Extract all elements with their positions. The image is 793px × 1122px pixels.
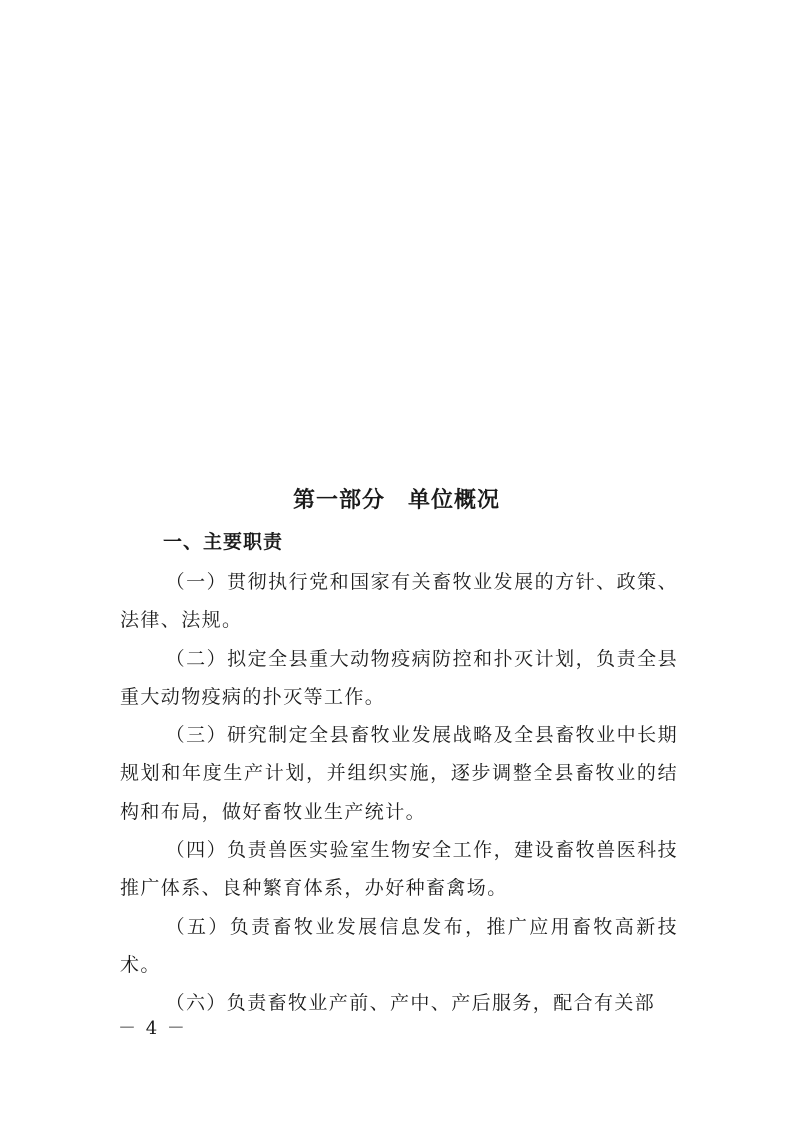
paragraph-duty-1: （一）贯彻执行党和国家有关畜牧业发展的方针、政策、法律、法规。	[120, 571, 678, 632]
paragraph-duty-3: （三）研究制定全县畜牧业发展战略及全县畜牧业中长期规划和年度生产计划，并组织实施，逐步调整全县畜牧业的结构和布局，做好畜牧业生产统计。	[120, 724, 678, 823]
section-heading: 一、主要职责	[163, 531, 284, 553]
paragraph-duty-2: （二）拟定全县重大动物疫病防控和扑灭计划，负责全县重大动物疫病的扑灭等工作。	[120, 647, 678, 708]
paragraph-duty-4: （四）负责兽医实验室生物安全工作，建设畜牧兽医科技推广体系、良种繁育体系，办好种畜禽场。	[120, 839, 678, 900]
paragraph-duty-5: （五）负责畜牧业发展信息发布，推广应用畜牧高新技术。	[120, 915, 678, 976]
page-number: － 4 －	[118, 1018, 187, 1039]
body-text	[120, 563, 678, 1023]
paragraph-duty-6: （六）负责畜牧业产前、产中、产后服务，配合有关部	[165, 992, 656, 1015]
part-title: 第一部分 单位概况	[292, 488, 500, 513]
